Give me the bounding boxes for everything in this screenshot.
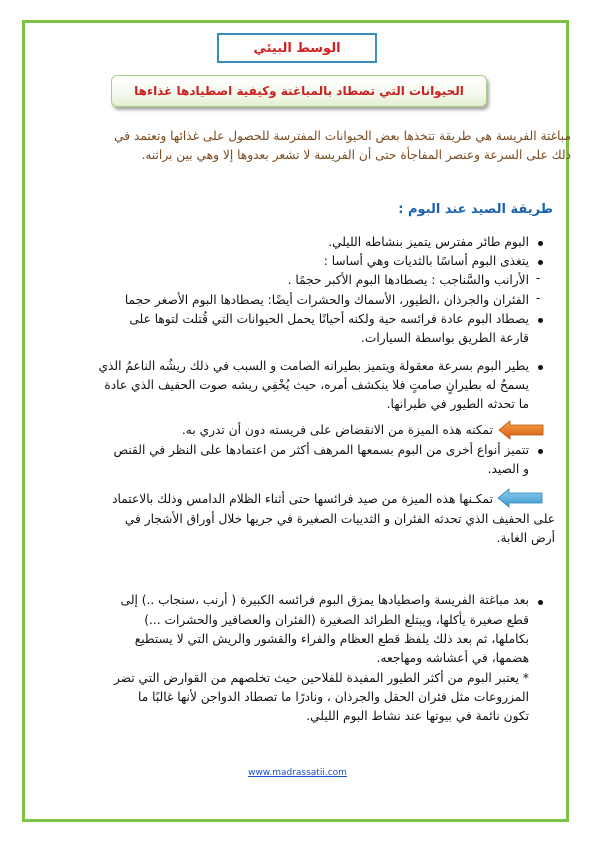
note-line: * يعتبر البوم من أكثر الطيور المفيدة للفلاحين حيث تخلصهم من القوارض التي تضر: [114, 671, 529, 685]
arrow-left-icon: [498, 420, 544, 440]
list-item: و الصيد.: [487, 462, 529, 476]
list-item: قارعة الطريق بواسطة السيارات.: [360, 331, 529, 345]
bullet-5: [538, 449, 543, 454]
arrow-left-icon: [497, 488, 543, 508]
list-item: الفئران والجرذان ،الطيور، الأسماك والحشرات أيضًا: يصطادها البوم الأصغر حجما: [124, 293, 529, 307]
list-item: البوم طائر مفترس يتميز بنشاطه الليلي.: [328, 235, 529, 249]
section-title: طريقة الصيد عند البوم :: [398, 202, 553, 217]
bullet-3: [538, 318, 543, 323]
footer-link[interactable]: www.madrassatii.com: [248, 768, 347, 778]
arrow-note-2: على الحفيف الذي تحدثه الفئران و الثدييات الصغيرة في جريها خلال أوراق الأشجار في: [124, 512, 555, 526]
note-line: المزروعات مثل فئران الحقل والجرذان ، ونادرًا ما تصطاد الدواجن لأنها غالبًا ما: [138, 690, 529, 704]
arrow-note-1: تمكنه هذه الميزة من الانقضاض على فريسته دون أن تدري به.: [181, 423, 493, 437]
list-item: يسمحُ له بطيرانٍ صامتٍ فلا ينكشف أمره، حيث يُخْفِي ريشه صوت الحفيف الذي عادة: [104, 378, 529, 392]
bullet-4: [538, 365, 543, 370]
list-item: بعد مباغتة الفريسة واصطيادها يمزق البوم فرائسه الكبيرة ( أرنب ،سنجاب ..) إلى: [120, 593, 529, 607]
list-item: تتميز أنواع أخرى من البوم بسمعها المرهف أكثر من اعتمادها على النظر في القنص: [113, 443, 529, 457]
arrow-note-2: أرض الغابة.: [496, 531, 555, 545]
list-item: الأرانب والسَّناجب : يصطادها البوم الأكبر حجمًا .: [287, 273, 529, 287]
list-item: يتغذى البوم أساسًا بالثديات وهي أساسا :: [323, 254, 529, 268]
list-item: يطير البوم بسرعة معقولة ويتميز بطيرانه الصامت و السبب في ذلك ريشُه الناعمُ الذي: [98, 359, 529, 373]
note-line: تكون نائمة في بيوتها عند نشاط البوم الليلي.: [306, 709, 529, 723]
dash-1: -: [536, 271, 541, 285]
intro-line-1: مباغتة الفريسة هي طريقة تتخذها بعض الحيوانات المفترسة للحصول على غذائها وتعتمد في: [114, 129, 571, 143]
intro-line-2: ذلك على السرعة وعنصر المفاجأة حتى أن الفريسة لا تشعر بعدوها إلا وهي بين براثنه.: [141, 148, 571, 162]
page-subtitle-text: الحيوانات التي تصطاد بالمباغتة وكيفية اصطيادها غذاءها: [134, 84, 464, 98]
dash-2: -: [536, 291, 541, 305]
arrow-note-2: تمكـنها هذه الميزة من صيد فرائسها حتى أثناء الظلام الدامس وذلك بالاعتماد: [112, 492, 493, 506]
bullet-6: [538, 600, 543, 605]
page-title: [217, 33, 377, 63]
page-subtitle: [111, 75, 487, 107]
list-item: هضمها، في أعشاشه ومهاجعه.: [376, 651, 529, 665]
page-title-text: الوسط البيئي: [253, 40, 341, 56]
list-item: ما تحدثه الطيور في طيرانها.: [386, 397, 529, 411]
list-item: بكاملها، ثم بعد ذلك يلفظ قطع العظام والفراء والقشور والريش التي لا يستطيع: [134, 632, 529, 646]
list-item: قطع صغيرة يأكلها، ويبتلع الطرائد الصغيرة (الفئران والعصافير والحشرات ...): [144, 613, 529, 627]
list-item: يصطاد البوم عادة فرائسه حية ولكنه أحيانًا يحمل الحيوانات التي قُتلت لتوها على: [129, 312, 529, 326]
bullet-2: [538, 260, 543, 265]
bullet-1: [538, 241, 543, 246]
